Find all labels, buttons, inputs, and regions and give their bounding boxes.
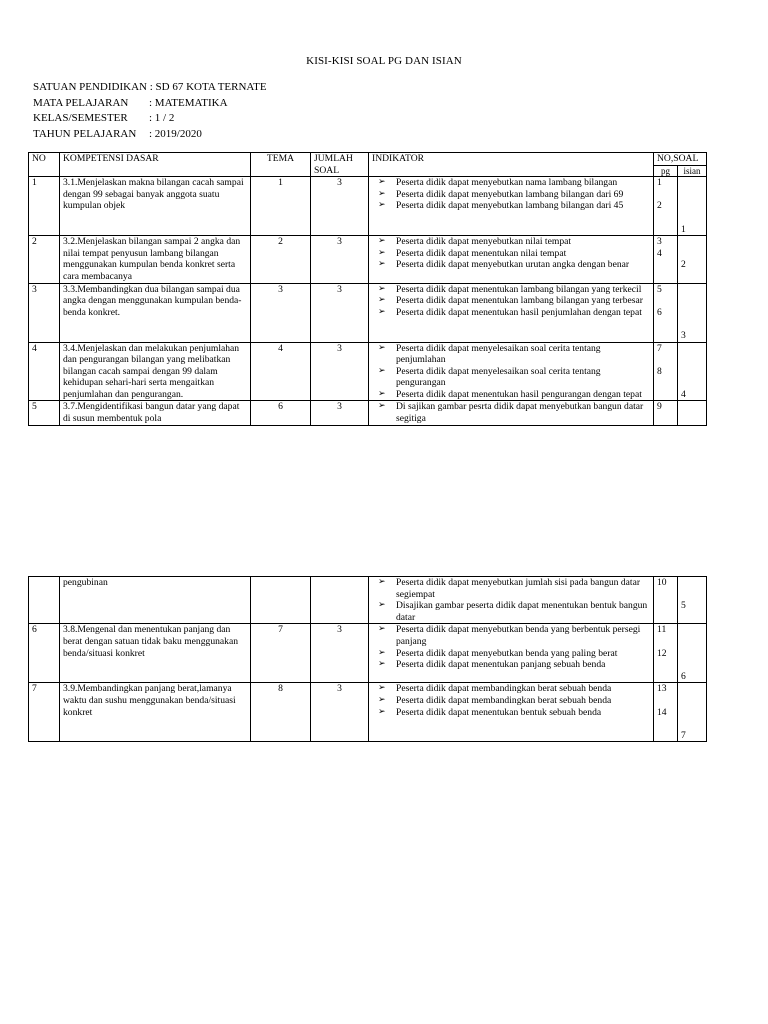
soal-number (681, 248, 703, 260)
cell-kompetensi-dasar: 3.1.Menjelaskan makna bilangan cacah sampai dengan 99 sebagai banyak anggota suatu kumpulan objek (60, 177, 251, 236)
cell-jumlah-soal: 3 (311, 236, 369, 283)
soal-number: 9 (657, 401, 662, 413)
soal-number (681, 659, 703, 671)
header-jumlah-soal: JUMLAH SOAL (311, 153, 369, 177)
soal-number (681, 177, 703, 189)
cell-tema: 3 (251, 283, 311, 342)
cell-tema: 7 (251, 624, 311, 683)
indikator-text: Peserta didik dapat menyebutkan benda yang berbentuk persegi panjang (396, 624, 641, 647)
arrowhead-bullet-icon: ➢ (378, 647, 386, 658)
cell-tema (251, 577, 311, 624)
soal-number: 3 (681, 329, 686, 341)
arrowhead-bullet-icon: ➢ (378, 401, 386, 412)
cell-no: 6 (29, 624, 60, 683)
indikator-item (372, 200, 650, 212)
soal-number (681, 683, 703, 695)
indikator-item (372, 577, 650, 600)
indikator-item (372, 177, 650, 189)
table-row (29, 624, 707, 683)
indikator-text: Peserta didik dapat menyebutkan nama lambang bilangan (396, 177, 618, 189)
indikator-item (372, 695, 650, 707)
indikator-item (372, 366, 650, 389)
soal-number: 11 (657, 624, 667, 636)
indikator-item (372, 707, 650, 719)
kisi-kisi-table-page-1 (28, 152, 707, 426)
cell-isian (678, 236, 707, 283)
meta-value: : 2019/2020 (149, 127, 202, 140)
soal-number (681, 212, 703, 224)
soal-number (681, 236, 703, 248)
cell-no: 4 (29, 342, 60, 401)
cell-no: 2 (29, 236, 60, 283)
soal-number: 5 (681, 600, 686, 612)
soal-number (681, 200, 703, 212)
cell-isian (678, 283, 707, 342)
soal-number (681, 318, 703, 330)
cell-indikator (369, 342, 654, 401)
soal-number: 5 (657, 283, 662, 295)
soal-number: 1 (681, 223, 686, 235)
table-body-page-2 (29, 577, 707, 742)
arrowhead-bullet-icon: ➢ (378, 659, 386, 670)
soal-number: 4 (681, 388, 686, 400)
soal-number: 2 (681, 259, 686, 271)
indikator-text: Peserta didik dapat menyebutkan lambang bilangan dari 45 (396, 200, 624, 212)
indikator-item (372, 624, 650, 647)
arrowhead-bullet-icon: ➢ (378, 600, 386, 611)
cell-no: 7 (29, 683, 60, 742)
meta-row-kelas (33, 111, 267, 127)
indikator-item (372, 389, 650, 401)
soal-number: 1 (657, 177, 662, 189)
cell-kompetensi-dasar: 3.8.Mengenal dan menentukan panjang dan berat dengan satuan tidak baku menggunakan benda/situasi konkret (60, 624, 251, 683)
document-title: KISI-KISI SOAL PG DAN ISIAN (306, 55, 462, 67)
cell-isian (678, 624, 707, 683)
table-row (29, 342, 707, 401)
soal-number (681, 636, 703, 648)
arrowhead-bullet-icon: ➢ (378, 283, 386, 294)
indikator-text: Peserta didik dapat menentukan bentuk sebuah benda (396, 706, 602, 718)
indikator-text: Disajikan gambar peserta didik dapat menentukan bentuk bangun datar (396, 600, 648, 623)
cell-pg (654, 401, 678, 425)
indikator-item (372, 259, 650, 271)
soal-number (657, 189, 674, 201)
arrowhead-bullet-icon: ➢ (378, 306, 386, 317)
cell-tema: 4 (251, 342, 311, 401)
soal-number: 13 (657, 683, 667, 695)
cell-kompetensi-dasar: 3.7.Mengidentifikasi bangun datar yang dapat di susun membentuk pola (60, 401, 251, 425)
meta-value: : MATEMATIKA (149, 96, 228, 109)
arrowhead-bullet-icon: ➢ (378, 683, 386, 694)
arrowhead-bullet-icon: ➢ (378, 295, 386, 306)
arrowhead-bullet-icon: ➢ (378, 247, 386, 258)
table-row (29, 401, 707, 425)
arrowhead-bullet-icon: ➢ (378, 259, 386, 270)
indikator-text: Peserta didik dapat menyebutkan jumlah sisi pada bangun datar segiempat (396, 577, 641, 600)
header-tema: TEMA (251, 153, 311, 177)
cell-tema: 2 (251, 236, 311, 283)
soal-number (657, 636, 674, 648)
cell-indikator (369, 624, 654, 683)
cell-isian (678, 342, 707, 401)
cell-no: 1 (29, 177, 60, 236)
cell-isian (678, 683, 707, 742)
arrowhead-bullet-icon: ➢ (378, 577, 386, 587)
indikator-text: Peserta didik dapat menyebutkan nilai tempat (396, 236, 572, 248)
cell-no: 5 (29, 401, 60, 425)
meta-value: : SD 67 KOTA TERNATE (149, 81, 267, 93)
header-kompetensi-dasar: KOMPETENSI DASAR (60, 153, 251, 177)
indikator-text: Peserta didik dapat menentukan lambang bilangan yang terkecil (396, 283, 642, 295)
cell-jumlah-soal: 3 (311, 342, 369, 401)
indikator-text: Peserta didik dapat menyebutkan benda yang paling berat (396, 647, 618, 659)
cell-tema: 1 (251, 177, 311, 236)
cell-indikator (369, 177, 654, 236)
indikator-item (372, 307, 650, 319)
indikator-text: Peserta didik dapat menyelesaikan soal cerita tentang penjumlahan (396, 342, 601, 366)
soal-number: 4 (657, 247, 662, 259)
indikator-text: Peserta didik dapat menentukan lambang bilangan yang terbesar (396, 295, 643, 307)
soal-number (681, 284, 703, 296)
arrowhead-bullet-icon: ➢ (378, 188, 386, 199)
soal-number (681, 624, 703, 636)
table-row (29, 683, 707, 742)
soal-number (681, 718, 703, 730)
cell-no (29, 577, 60, 624)
header-isian: isian (678, 165, 707, 176)
soal-number: 10 (657, 577, 667, 588)
soal-number (681, 366, 703, 378)
indikator-text: Peserta didik dapat membandingkan berat sebuah benda (396, 683, 612, 695)
arrowhead-bullet-icon: ➢ (378, 177, 386, 188)
soal-number (681, 707, 703, 719)
soal-number (681, 695, 703, 707)
indikator-text: Peserta didik dapat menentukan nilai tempat (396, 247, 567, 259)
cell-pg (654, 177, 678, 236)
soal-number (681, 589, 703, 601)
cell-no: 3 (29, 283, 60, 342)
header-indikator: INDIKATOR (369, 153, 654, 177)
cell-jumlah-soal: 3 (311, 624, 369, 683)
soal-number: 6 (657, 306, 662, 318)
arrowhead-bullet-icon: ➢ (378, 236, 386, 247)
cell-pg (654, 577, 678, 624)
arrowhead-bullet-icon: ➢ (378, 624, 386, 635)
cell-isian (678, 577, 707, 624)
soal-number (681, 307, 703, 319)
indikator-item (372, 189, 650, 201)
cell-isian (678, 177, 707, 236)
indikator-text: Peserta didik dapat menyebutkan urutan angka dengan benar (396, 259, 630, 271)
header-no-soal: NO,SOAL (654, 153, 707, 166)
soal-number: 7 (657, 342, 662, 354)
indikator-item (372, 236, 650, 248)
soal-number (681, 648, 703, 660)
indikator-text: Peserta didik dapat menentukan hasil penjumlahan dengan tepat (396, 306, 642, 318)
indikator-text: Peserta didik dapat menentukan hasil pengurangan dengan tepat (396, 388, 642, 400)
table-row (29, 236, 707, 283)
soal-number (681, 577, 703, 589)
indikator-text: Peserta didik dapat menentukan panjang sebuah benda (396, 659, 606, 671)
soal-number: 2 (657, 200, 662, 212)
indikator-item (372, 401, 650, 424)
arrowhead-bullet-icon: ➢ (378, 388, 386, 399)
soal-number (657, 695, 674, 707)
cell-kompetensi-dasar: pengubinan (60, 577, 251, 624)
indikator-text: Peserta didik dapat menyelesaikan soal cerita tentang pengurangan (396, 365, 601, 389)
soal-number (681, 189, 703, 201)
kisi-kisi-table-page-2 (28, 576, 707, 742)
table-row (29, 577, 707, 624)
cell-jumlah-soal: 3 (311, 401, 369, 425)
cell-jumlah-soal: 3 (311, 683, 369, 742)
soal-number (681, 377, 703, 389)
document-meta (33, 80, 267, 142)
cell-tema: 6 (251, 401, 311, 425)
cell-isian (678, 401, 707, 425)
arrowhead-bullet-icon: ➢ (378, 342, 386, 353)
cell-pg (654, 683, 678, 742)
soal-number: 7 (681, 729, 686, 741)
arrowhead-bullet-icon: ➢ (378, 694, 386, 705)
cell-tema: 8 (251, 683, 311, 742)
cell-indikator (369, 401, 654, 425)
meta-key: SATUAN PENDIDIKAN (33, 81, 147, 93)
meta-row-tahun (33, 127, 267, 143)
soal-number (681, 295, 703, 307)
arrowhead-bullet-icon: ➢ (378, 706, 386, 717)
cell-indikator (369, 577, 654, 624)
arrowhead-bullet-icon: ➢ (378, 200, 386, 211)
soal-number (657, 354, 674, 366)
meta-value: : 1 / 2 (149, 112, 175, 124)
soal-number: 3 (657, 236, 662, 248)
cell-indikator (369, 236, 654, 283)
meta-row-satuan (33, 80, 267, 96)
indikator-text: Di sajikan gambar pesrta didik dapat menyebutkan bangun datar segitiga (396, 401, 644, 425)
meta-key: MATA PELAJARAN (33, 96, 129, 109)
indikator-item (372, 295, 650, 307)
header-no: NO (29, 153, 60, 177)
soal-number: 14 (657, 706, 667, 718)
indikator-item (372, 659, 650, 671)
indikator-item (372, 343, 650, 366)
soal-number (681, 354, 703, 366)
cell-jumlah-soal: 3 (311, 177, 369, 236)
cell-pg (654, 283, 678, 342)
meta-key: TAHUN PELAJARAN (33, 127, 137, 140)
soal-number (657, 295, 674, 307)
table-row (29, 283, 707, 342)
header-pg: pg (654, 165, 678, 176)
indikator-item (372, 600, 650, 623)
cell-jumlah-soal (311, 577, 369, 624)
indikator-item (372, 683, 650, 695)
table-body-page-1 (29, 177, 707, 425)
cell-kompetensi-dasar: 3.2.Menjelaskan bilangan sampai 2 angka dan nilai tempat penyusun lambang bilangan menggunakan kumpulan benda konkret serta cara membacanya (60, 236, 251, 283)
cell-pg (654, 624, 678, 683)
indikator-item (372, 648, 650, 660)
meta-row-mapel (33, 96, 267, 112)
indikator-text: Peserta didik dapat menyebutkan lambang bilangan dari 69 (396, 188, 624, 200)
cell-kompetensi-dasar: 3.3.Membandingkan dua bilangan sampai dua angka dengan menggunakan kumpulan benda-benda konkret. (60, 283, 251, 342)
table-row (29, 177, 707, 236)
soal-number: 12 (657, 647, 667, 659)
indikator-item (372, 284, 650, 296)
soal-number (681, 343, 703, 355)
indikator-text: Peserta didik dapat membandingkan berat sebuah benda (396, 694, 612, 706)
cell-indikator (369, 683, 654, 742)
cell-jumlah-soal: 3 (311, 283, 369, 342)
cell-pg (654, 236, 678, 283)
cell-indikator (369, 283, 654, 342)
soal-number: 6 (681, 670, 686, 682)
meta-key: KELAS/SEMESTER (33, 112, 128, 124)
arrowhead-bullet-icon: ➢ (378, 365, 386, 376)
soal-number: 8 (657, 365, 662, 377)
cell-kompetensi-dasar: 3.9.Membandingkan panjang berat,lamanya waktu dan sushu menggunakan benda/situasi konkret (60, 683, 251, 742)
indikator-item (372, 248, 650, 260)
cell-pg (654, 342, 678, 401)
cell-kompetensi-dasar: 3.4.Menjelaskan dan melakukan penjumlahan dan pengurangan bilangan yang melibatkan bilangan cacah sampai dengan 99 dalam kehidupan sehari-hari serta mengaitkan penjumlahan dan pengurangan. (60, 342, 251, 401)
